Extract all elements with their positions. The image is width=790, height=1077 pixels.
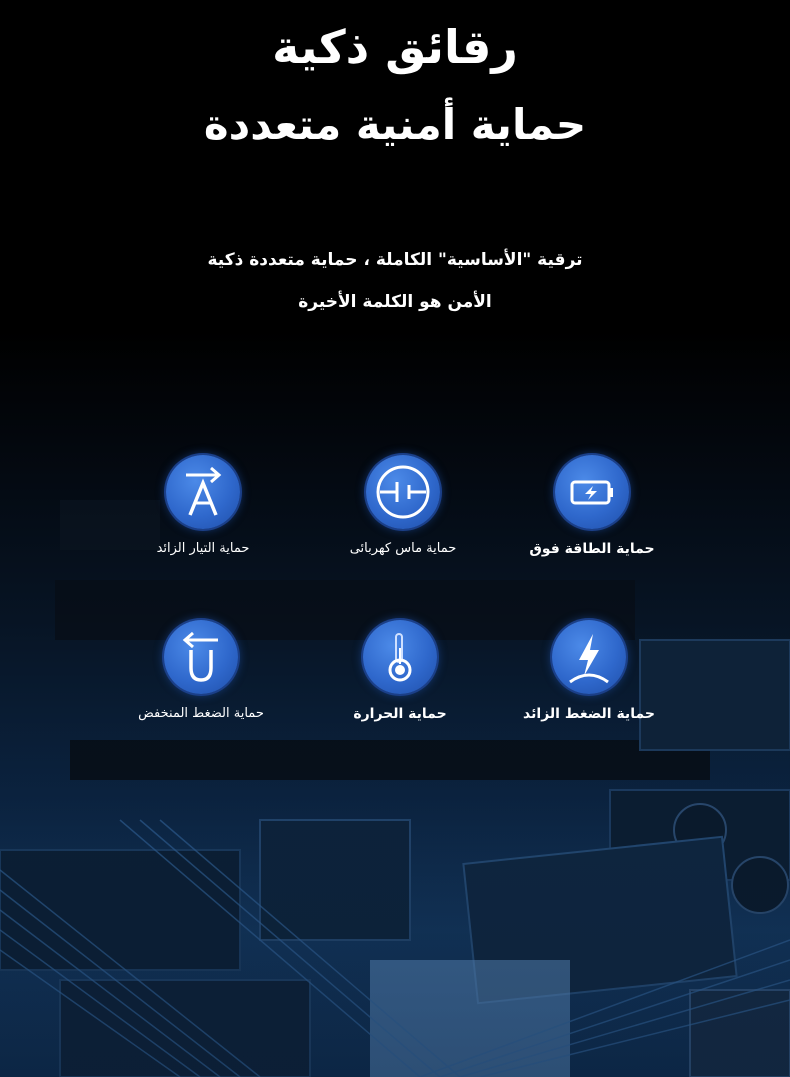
overcurrent-arrow-a-icon [166, 455, 240, 529]
page-subtitle: حماية أمنية متعددة [203, 100, 587, 149]
feature-overcurrent [113, 455, 293, 556]
feature-short-circuit [313, 455, 493, 556]
page-title: رقائق ذكية [272, 20, 518, 74]
temperature-icon [363, 620, 437, 694]
feature-label: حماية الضغط المنخفض [138, 706, 264, 721]
short-circuit-icon [366, 455, 440, 529]
overvoltage-lightning-icon [552, 620, 626, 694]
feature-label: حماية ماس كهربائى [349, 541, 457, 556]
intro-line-1: ترقية "الأساسية" الكاملة ، حماية متعددة ذكية [207, 250, 583, 270]
feature-label: حماية الطاقة فوق [529, 541, 655, 557]
battery-charge-icon [555, 455, 629, 529]
feature-undervoltage [111, 620, 291, 721]
feature-label: حماية الحرارة [353, 706, 447, 722]
intro-line-2: الأمن هو الكلمة الأخيرة [298, 292, 492, 312]
feature-overvoltage [499, 620, 679, 722]
feature-over-power [502, 455, 682, 557]
feature-label: حماية التيار الزائد [156, 541, 250, 556]
undervoltage-arrow-u-icon [164, 620, 238, 694]
feature-temperature [310, 620, 490, 722]
feature-label: حماية الضغط الزائد [523, 706, 655, 722]
